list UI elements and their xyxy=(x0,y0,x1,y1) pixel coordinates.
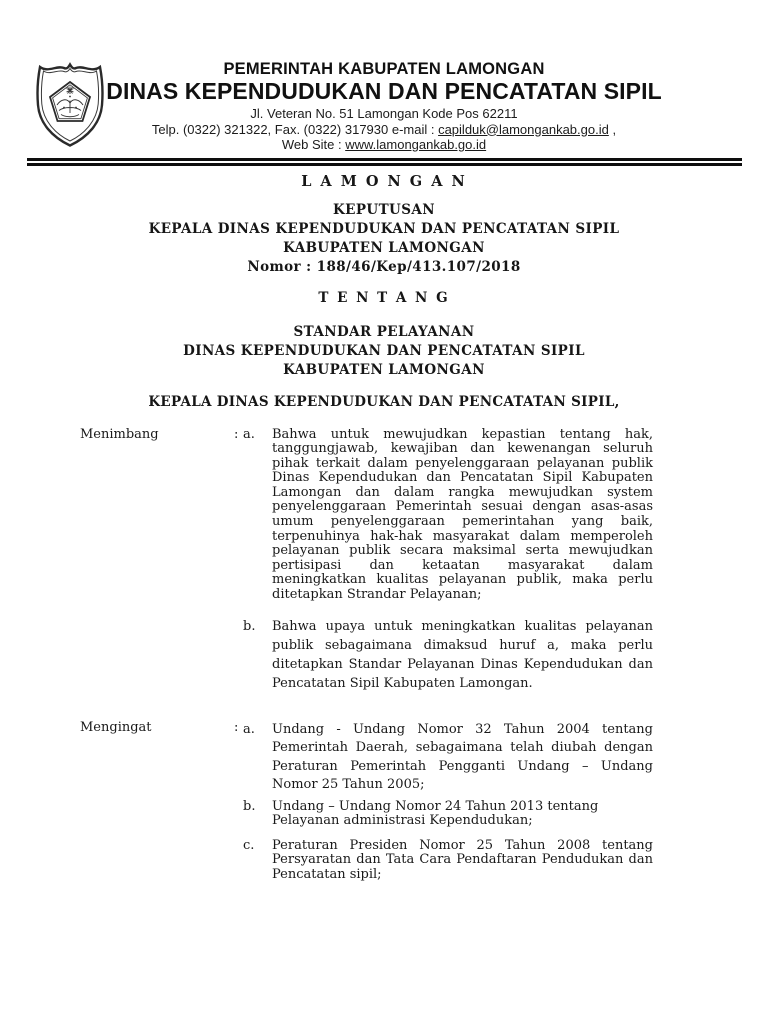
preamble-salutation: KEPALA DINAS KEPENDUDUKAN DAN PENCATATAN SIPIL, xyxy=(148,393,620,410)
list-item xyxy=(243,800,653,829)
list-item xyxy=(243,617,653,693)
menimbang-colon: : xyxy=(234,426,239,442)
title-block xyxy=(0,172,768,412)
item-marker: a. xyxy=(243,426,255,442)
item-text: Undang - Undang Nomor 32 Tahun 2004 tentang Pemerintah Daerah, sebagaimana telah diubah dengan Peraturan Pemerintah Pengganti Undang – Undang Nomor 25 Tahun 2005; xyxy=(272,721,653,793)
divider-bar-bottom xyxy=(27,163,742,166)
menimbang-items xyxy=(243,428,653,693)
list-item xyxy=(243,428,653,603)
mengingat-label: Mengingat xyxy=(80,719,152,735)
title-subject-line2: DINAS KEPENDUDUKAN DAN PENCATATAN SIPIL xyxy=(183,342,585,359)
mengingat-colon: : xyxy=(234,719,239,735)
letterhead-agency: DINAS KEPENDUDUKAN DAN PENCATATAN SIPIL xyxy=(106,78,662,104)
title-subject-line1: STANDAR PELAYANAN xyxy=(293,323,475,340)
letterhead-text xyxy=(0,60,768,153)
letterhead-website xyxy=(0,138,768,153)
website-prefix: Web Site : xyxy=(281,137,346,152)
item-text: Peraturan Presiden Nomor 25 Tahun 2008 tentang Persyaratan dan Tata Cara Pendaftaran Pendudukan dan Pencatatan sipil; xyxy=(272,837,653,882)
item-text: Bahwa untuk mewujudkan kepastian tentang hak, tanggungjawab, kewajiban dan kewenangan seluruh pihak terkait dalam penyelenggaraan pelayanan publik Dinas Kependudukan dan Pencatatan Sipil Kabupaten Lamongan dan dalam rangka mewujudkan system penyelenggaraan Pemerintah sesuai dengan asas-asas umum penyelenggaraan pemerintahan yang baik, terpenuhinya hak-hak masyarakat dalam memperoleh pelayanan publik secara maksimal serta mewujudkan pertisipasi dan ketaatan masyarakat dalam meningkatkan kualitas pelayanan publik, maka perlu ditetapkan Strandar Pelayanan; xyxy=(272,426,653,603)
divider-bar-top xyxy=(27,158,742,161)
contact-suffix: , xyxy=(608,121,617,137)
mengingat-items xyxy=(243,721,653,883)
title-place: L A M O N G A N xyxy=(301,172,467,190)
mengingat-section xyxy=(80,721,653,883)
contact-prefix: Telp. (0322) 321322, Fax. (0322) 317930 e-mail : xyxy=(151,121,439,137)
letterhead-address: Jl. Veteran No. 51 Lamongan Kode Pos 62211 xyxy=(250,106,518,121)
menimbang-section xyxy=(80,428,653,693)
letterhead-contact xyxy=(0,123,768,138)
item-marker: b. xyxy=(243,618,256,634)
website-link[interactable]: www.lamongankab.go.id xyxy=(345,137,487,152)
list-item xyxy=(243,839,653,883)
menimbang-label: Menimbang xyxy=(80,426,159,442)
title-decree-heading: KEPUTUSAN xyxy=(333,201,435,218)
letterhead xyxy=(0,0,768,153)
title-authority-line2: KABUPATEN LAMONGAN xyxy=(283,239,485,256)
title-number: Nomor : 188/46/Kep/413.107/2018 xyxy=(247,258,521,275)
letterhead-government: PEMERINTAH KABUPATEN LAMONGAN xyxy=(223,60,545,78)
title-tentang: T E N T A N G xyxy=(318,289,450,306)
item-text: Bahwa upaya untuk meningkatkan kualitas pelayanan publik sebagaimana dimaksud huruf a, maka perlu ditetapkan Standar Pelayanan Dinas Kependudukan dan Pencatatan Sipil Kabupaten Lamongan. xyxy=(272,618,653,691)
item-text: Undang – Undang Nomor 24 Tahun 2013 tentang Pelayanan administrasi Kependudukan; xyxy=(272,798,599,829)
item-marker: c. xyxy=(243,837,255,853)
email-link[interactable]: capilduk@lamongankab.go.id xyxy=(438,121,609,137)
item-marker: a. xyxy=(243,721,255,737)
item-marker: b. xyxy=(243,798,256,814)
letterhead-divider xyxy=(27,158,742,166)
decree-body xyxy=(0,428,768,883)
list-item xyxy=(243,721,653,795)
title-subject-line3: KABUPATEN LAMONGAN xyxy=(283,361,485,378)
title-authority-line1: KEPALA DINAS KEPENDUDUKAN DAN PENCATATAN SIPIL xyxy=(148,220,620,237)
lamongan-crest-icon xyxy=(31,60,109,150)
